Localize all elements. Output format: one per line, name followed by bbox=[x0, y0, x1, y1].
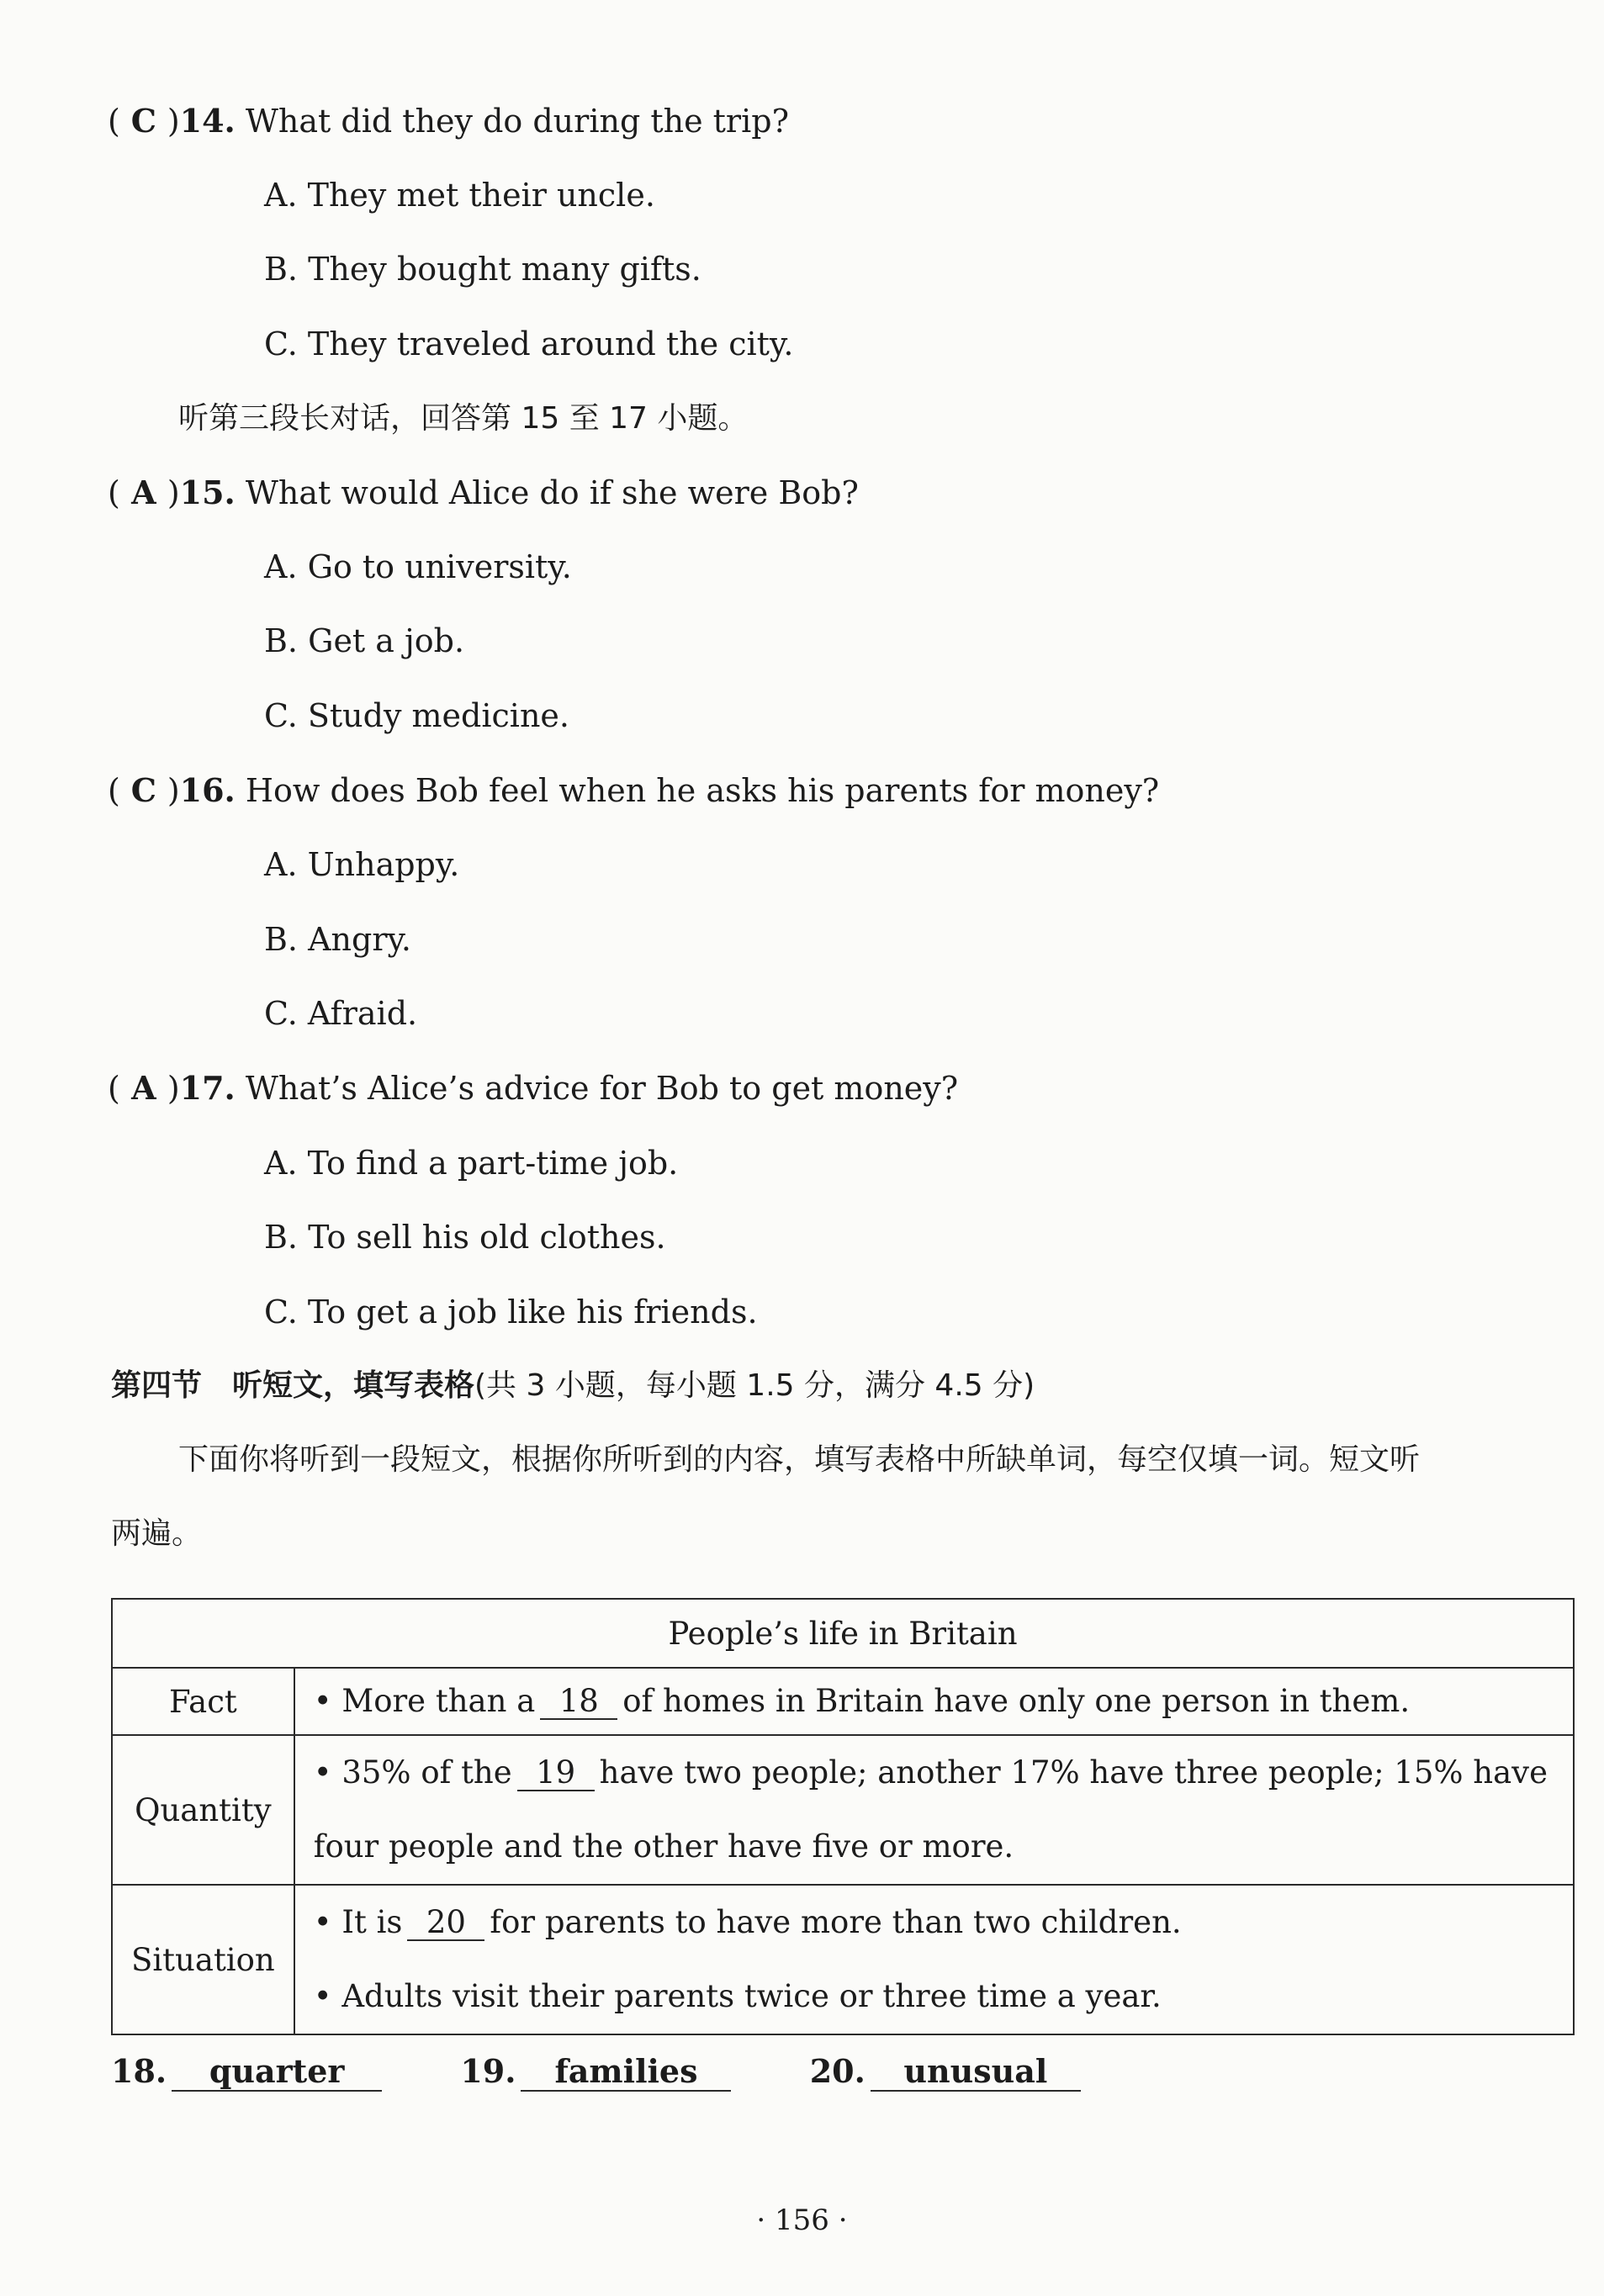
answer-value: families bbox=[521, 2053, 731, 2092]
fact-pre: • More than a bbox=[313, 1683, 536, 1719]
blank-19: 19 bbox=[517, 1756, 595, 1791]
answer-value: unusual bbox=[871, 2053, 1081, 2092]
answer-letter: A bbox=[131, 1069, 156, 1107]
option-b: B. Angry. bbox=[264, 921, 411, 958]
blank-20: 20 bbox=[407, 1906, 484, 1941]
quantity-pre: • 35% of the bbox=[313, 1754, 512, 1791]
option-b: B. To sell his old clothes. bbox=[264, 1219, 666, 1256]
table-row-situation bbox=[112, 1885, 1574, 2034]
question-number: 14. bbox=[179, 102, 236, 140]
question-number: 17. bbox=[179, 1069, 236, 1107]
quantity-line-2: four people and the other have five or more. bbox=[313, 1828, 1014, 1865]
option-a: A. Unhappy. bbox=[264, 846, 460, 883]
answer-19 bbox=[460, 2052, 731, 2092]
situation-line-1 bbox=[314, 1886, 1554, 1960]
section-4-score-note: (共 3 小题，每小题 1.5 分，满分 4.5 分) bbox=[474, 1368, 1035, 1403]
section-4-instruction-line-2: 两遍。 bbox=[111, 1516, 203, 1551]
answer-letter: A bbox=[131, 473, 156, 511]
situation-pre: • It is bbox=[313, 1904, 403, 1940]
fact-line bbox=[314, 1669, 1554, 1734]
fact-post: of homes in Britain have only one person in them. bbox=[622, 1683, 1411, 1719]
option-b: B. They bought many gifts. bbox=[264, 251, 701, 288]
paren-open: ( bbox=[108, 474, 120, 511]
option-c: C. To get a job like his friends. bbox=[264, 1293, 758, 1331]
row-content-fact bbox=[294, 1668, 1574, 1735]
quantity-post: have two people; another 17% have three people; 15% have bbox=[599, 1754, 1548, 1791]
answer-letter: C bbox=[130, 771, 156, 809]
option-c: C. Study medicine. bbox=[264, 697, 570, 734]
table-title: People’s life in Britain bbox=[112, 1599, 1574, 1668]
answer-value: quarter bbox=[172, 2053, 382, 2092]
answer-line bbox=[111, 2052, 1148, 2092]
question-15 bbox=[108, 471, 859, 515]
row-content-situation bbox=[294, 1885, 1574, 2034]
question-16 bbox=[108, 769, 1159, 812]
table-header-row bbox=[112, 1599, 1574, 1668]
situation-post: for parents to have more than two children. bbox=[490, 1904, 1182, 1940]
paren-close: ) bbox=[167, 1070, 180, 1107]
answer-number: 19. bbox=[460, 2052, 516, 2090]
question-text: What did they do during the trip? bbox=[245, 103, 789, 140]
britain-life-table bbox=[111, 1598, 1575, 2035]
paren-close: ) bbox=[167, 103, 180, 140]
section-4-title: 第四节 听短文，填写表格 bbox=[111, 1368, 475, 1403]
question-14 bbox=[108, 99, 789, 143]
answer-number: 20. bbox=[809, 2052, 866, 2090]
paren-close: ) bbox=[167, 474, 180, 511]
question-17 bbox=[108, 1066, 958, 1110]
question-text: What would Alice do if she were Bob? bbox=[245, 474, 859, 511]
row-content-quantity bbox=[294, 1735, 1574, 1885]
paren-open: ( bbox=[108, 103, 120, 140]
question-text: How does Bob feel when he asks his parents for money? bbox=[245, 772, 1160, 809]
row-label-fact: Fact bbox=[112, 1668, 294, 1735]
option-a: A. To find a part-time job. bbox=[264, 1145, 679, 1182]
question-text: What’s Alice’s advice for Bob to get money? bbox=[245, 1070, 959, 1107]
row-label-situation: Situation bbox=[112, 1885, 294, 2034]
blank-18: 18 bbox=[540, 1685, 617, 1720]
paren-open: ( bbox=[108, 1070, 120, 1107]
section-4-instruction-line-1: 下面你将听到一段短文，根据你所听到的内容，填写表格中所缺单词，每空仅填一词。短文听 bbox=[178, 1442, 1421, 1477]
question-number: 16. bbox=[179, 771, 236, 809]
answer-18 bbox=[111, 2052, 382, 2092]
option-a: A. They met their uncle. bbox=[264, 177, 655, 214]
row-label-quantity: Quantity bbox=[112, 1735, 294, 1885]
option-a: A. Go to university. bbox=[264, 548, 572, 585]
option-b: B. Get a job. bbox=[264, 622, 465, 659]
answer-letter: C bbox=[130, 102, 156, 140]
question-number: 15. bbox=[179, 473, 236, 511]
paren-close: ) bbox=[167, 772, 180, 809]
paren-open: ( bbox=[108, 772, 120, 809]
instruction-dialog-3: 听第三段长对话，回答第 15 至 17 小题。 bbox=[178, 401, 749, 436]
answer-20 bbox=[810, 2052, 1081, 2092]
option-c: C. They traveled around the city. bbox=[264, 325, 794, 362]
table-row-quantity bbox=[112, 1735, 1574, 1885]
page-number: · 156 · bbox=[756, 2203, 848, 2237]
quantity-line-1 bbox=[314, 1736, 1554, 1810]
table-row-fact bbox=[112, 1668, 1574, 1735]
situation-line-2: • Adults visit their parents twice or three time a year. bbox=[313, 1978, 1162, 2014]
section-4-heading bbox=[111, 1364, 1035, 1408]
answer-number: 18. bbox=[111, 2052, 167, 2090]
option-c: C. Afraid. bbox=[264, 995, 418, 1032]
